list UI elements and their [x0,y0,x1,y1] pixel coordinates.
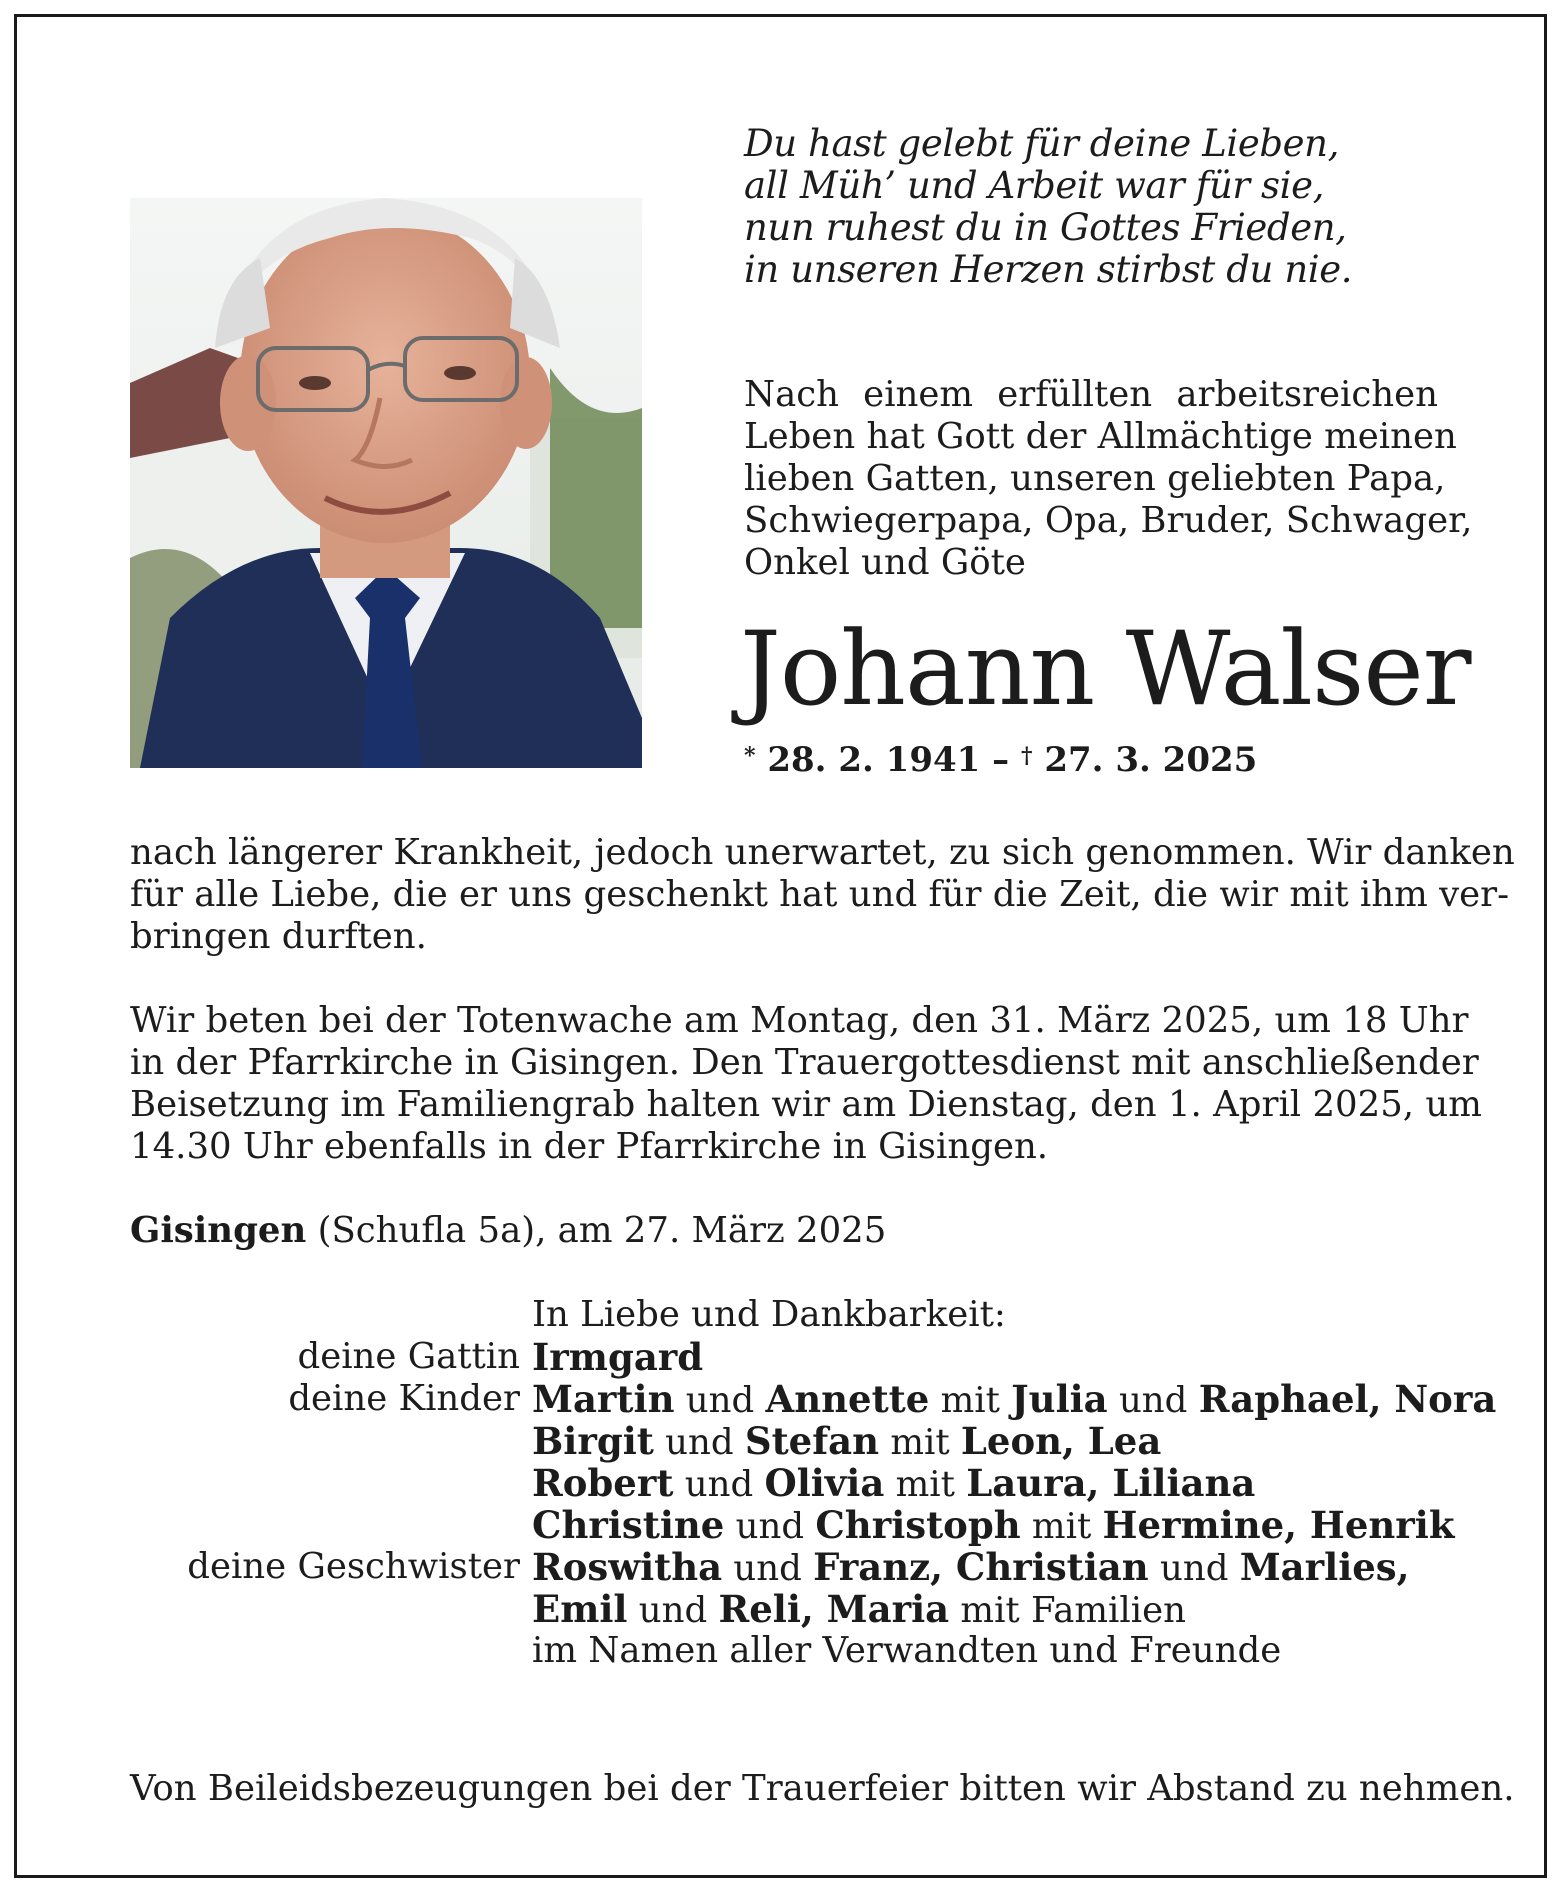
intro-line: Nach einem erfüllten arbeitsreichen [744,374,1438,415]
role-spouse: deine Gattin [297,1336,520,1377]
family-name: Reli, Maria [718,1587,950,1631]
paragraph-funeral-details [130,1000,1482,1168]
family-name: Raphael, Nora [1198,1377,1497,1421]
deceased-name: Johann Walser [740,610,1471,729]
family-name: Christoph [815,1503,1021,1547]
mourners-heading: In Liebe und Dankbarkeit: [532,1294,1006,1335]
family-name: Julia [1011,1377,1108,1421]
paragraph-line: Beisetzung im Familiengrab halten wir am Dienstag, den 1. April 2025, um [130,1084,1482,1125]
place-town: Gisingen [130,1210,307,1251]
deceased-portrait [130,198,642,768]
family-name: Marlies, [1239,1545,1410,1589]
paragraph-line: nach längerer Krankheit, jedoch unerwartet, zu sich genommen. Wir danken [130,832,1515,873]
intro-line: Onkel und Göte [744,542,1026,583]
poem-line: all Müh’ und Arbeit war für sie, [744,164,1324,207]
children-row: Christine und Christoph mit Hermine, Henrik [532,1503,1455,1547]
poem-line: nun ruhest du in Gottes Frieden, [744,206,1347,249]
intro-line: Schwiegerpapa, Opa, Bruder, Schwager, [744,500,1473,541]
paragraph-gratitude [130,832,1515,958]
family-name: Birgit [532,1419,654,1463]
family-name: Franz, Christian [813,1545,1149,1589]
family-name: Martin [532,1377,675,1421]
siblings-row: Emil und Reli, Maria mit Familien [532,1587,1186,1631]
family-name: Christine [532,1503,725,1547]
family-name: Robert [532,1461,674,1505]
mourners-heading-row [0,1294,1567,1336]
spouse-row [0,1336,1567,1378]
death-symbol: † [1021,743,1033,769]
family-name: Olivia [764,1461,885,1505]
date-separator: – [992,740,1010,780]
intro-line: Leben hat Gott der Allmächtige meinen [744,416,1457,457]
life-dates [744,738,1257,782]
family-name: Stefan [744,1419,880,1463]
siblings-row: deine Geschwister Roswitha und Franz, Christian und Marlies, [187,1545,1410,1589]
memorial-poem [744,123,1352,291]
mourners-list [0,1294,1567,1672]
paragraph-line: in der Pfarrkirche in Gisingen. Den Trauergottesdienst mit anschließender [130,1042,1479,1083]
relatives-row [0,1630,1567,1672]
paragraph-line: 14.30 Uhr ebenfalls in der Pfarrkirche in Gisingen. [130,1126,1049,1167]
intro-text [744,374,1473,584]
paragraph-line: für alle Liebe, die er uns geschenkt hat und für die Zeit, die wir mit ihm ver- [130,874,1510,915]
birth-date: 28. 2. 1941 [767,740,981,780]
family-name: Laura, Liliana [966,1461,1256,1505]
children-row: Birgit und Stefan mit Leon, Lea [532,1419,1162,1463]
children-row: Robert und Olivia mit Laura, Liliana [532,1461,1256,1505]
paragraph-line: bringen durften. [130,916,427,957]
place-details: (Schufla 5a), am 27. März 2025 [306,1210,887,1251]
place-and-date [130,1210,886,1252]
children-row: deine Kinder Martin und Annette mit Julia und Raphael, Nora [288,1377,1497,1421]
intro-line: lieben Gatten, unseren geliebten Papa, [744,458,1446,499]
family-name: Hermine, Henrik [1102,1503,1455,1547]
family-name: Annette [765,1377,930,1421]
family-name: Roswitha [532,1545,723,1589]
role-siblings: deine Geschwister [187,1546,520,1587]
spouse-name: Irmgard [532,1335,704,1379]
death-date: 27. 3. 2025 [1044,740,1258,780]
closing-note: Von Beileidsbezeugungen bei der Trauerfeier bitten wir Abstand zu nehmen. [130,1768,1515,1809]
family-name: Emil [532,1587,628,1631]
poem-line: in unseren Herzen stirbst du nie. [744,248,1353,291]
birth-symbol: * [744,743,756,769]
paragraph-line: Wir beten bei der Totenwache am Montag, den 31. März 2025, um 18 Uhr [130,1000,1469,1041]
poem-line: Du hast gelebt für deine Lieben, [744,122,1339,165]
family-name: Leon, Lea [960,1419,1162,1463]
relatives-text: im Namen aller Verwandten und Freunde [532,1630,1282,1671]
role-children: deine Kinder [288,1378,520,1419]
